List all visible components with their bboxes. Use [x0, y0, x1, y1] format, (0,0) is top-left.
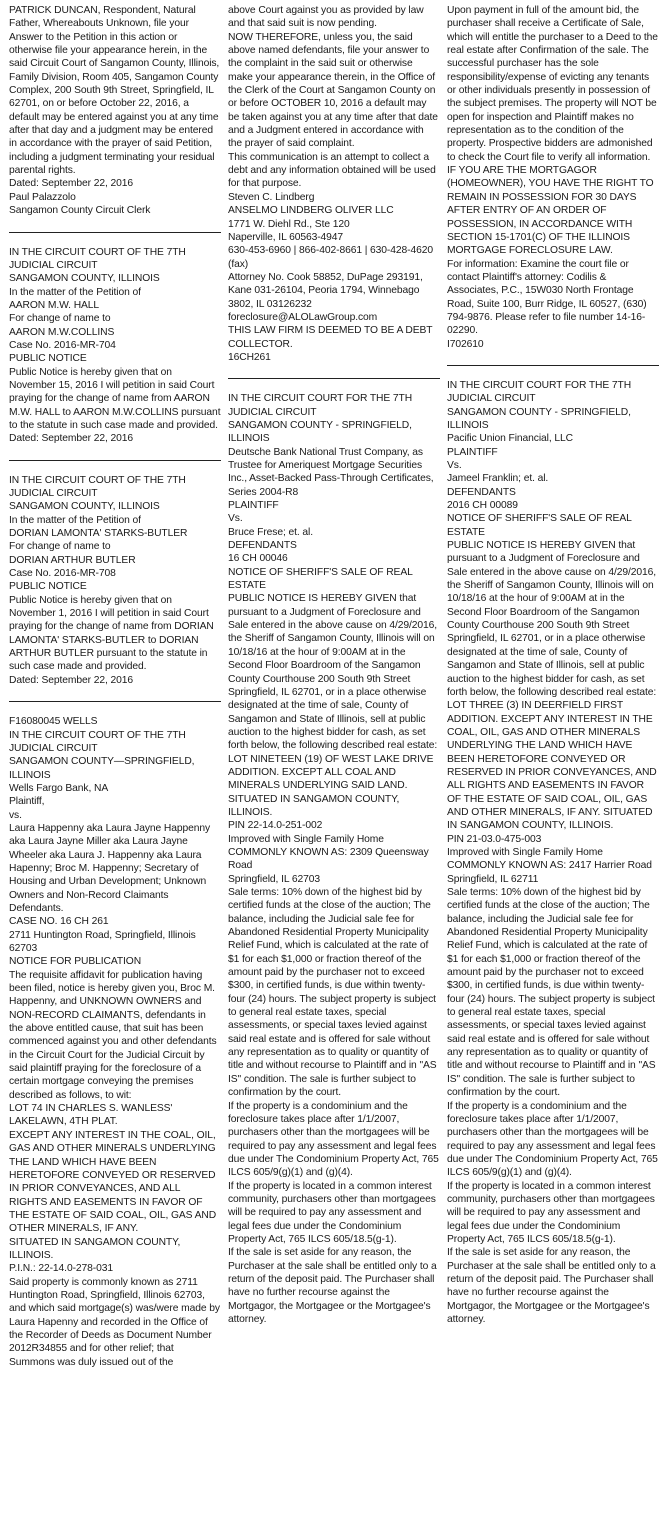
- notice-wells-fargo-publication: F16080045 WELLS IN THE CIRCUIT COURT OF THE 7TH JUDICIAL CIRCUIT SANGAMON COUNTY—SPRINGFIELD, ILLINOIS Wells Fargo Bank, NA Plaintiff, vs. Laura Happenny aka Laura Jayne Happenny aka Laura Jayne Miller aka Laura Jayne Wheeler aka Laura J. Happenny aka Laura Hapenny; Broc M. Happenny; Secretary of Housing and Urban Development; Unknown Owners and Non-Record Claimants Defendants. CASE NO. 16 CH 261 2711 Huntington Road, Springfield, Illinois 62703 NOTICE FOR PUBLICATION The requisite affidavit for publication having been filed, notice is hereby given you, Broc M. Happenny, and UNKNOWN OWNERS and NON-RECORD CLAIMANTS, defendants in the above entitled cause, that suit has been commenced against you and other defendants in the Circuit Court for the Judicial Circuit by said plaintiff praying for the foreclosure of a certain mortgage conveying the premises described as follows, to wit: LOT 74 IN CHARLES S. WANLESS' LAKELAWN, 4TH PLAT. EXCEPT ANY INTEREST IN THE COAL, OIL, GAS AND OTHER MINERALS UNDERLYING THE LAND WHICH HAVE BEEN HERETOFORE CONVEYED OR RESERVED IN PRIOR CONVEYANCES, AND ALL RIGHTS AND EASEMENTS IN FAVOR OF THE ESTATE OF SAID COAL, OIL, GAS AND OTHER MINERALS, IF ANY. SITUATED IN SANGAMON COUNTY, ILLINOIS. P.I.N.: 22-14.0-278-031 Said property is commonly known as 2711 Huntington Road, Springfield, Illinois 62703, and which said mortgage(s) was/were made by Laura Hapenny and recorded in the Office of the Recorder of Deeds as Document Number 2012R34855 and for other relief; that Summons was duly issued out of the: [9, 716, 220, 1368]
- notice-wells-fargo-continued: above Court against you as provided by law and that said suit is now pending. NOW THEREFORE, unless you, the said above named defendants, file your answer to the complaint in the said suit or otherwise make your appearance therein, in the Office of the Clerk of the Court at Sangamon County on or before OCTOBER 10, 2016 a default may be taken against you at any time after that date and a Judgment entered in accordance with the prayer of said complaint. This communication is an attempt to collect a debt and any information obtained will be used for that purpose. Steven C. Lindberg ANSELMO LINDBERG OLIVER LLC 1771 W. Diehl Rd., Ste 120 Naperville, IL 60563-4947 630-453-6960 | 866-402-8661 | 630-428-4620 (fax) Attorney No. Cook 58852, DuPage 293191, Kane 031-26104, Peoria 1794, Winnebago 3802, IL 03126232 foreclosure@ALOLawGroup.com THIS LAW FIRM IS DEEMED TO BE A DEBT COLLECTOR. 16CH261: [228, 5, 438, 363]
- notice-starks-butler-name-change: IN THE CIRCUIT COURT OF THE 7TH JUDICIAL CIRCUIT SANGAMON COUNTY, ILLINOIS In the matter of the Petition of DORIAN LAMONTA' STARKS-BUTLER For change of name to DORIAN ARTHUR BUTLER Case No. 2016-MR-708 PUBLIC NOTICE Public Notice is hereby given that on November 1, 2016 I will petition in said Court praying for the change of name from DORIAN LAMONTA' STARKS-BUTLER to DORIAN ARTHUR BUTLER pursuant to the statute in such case made and provided. Dated: September 22, 2016: [9, 474, 214, 686]
- notice-duncan-answer: PATRICK DUNCAN, Respondent, Natural Father, Whereabouts Unknown, file your Answer to the Petition in this action or otherwise file your appearance herein, in the said Circuit Court of Sangamon County, Illinois, Family Division, Room 405, Sangamon County Complex, 200 South 9th Street, Springfield, IL 62701, on or before October 22, 2016, a default may be entered against you at any time after that day and a judgment may be entered in accordance with the prayer of said Petition, including a judgment terminating your residual parental rights. Dated: September 22, 2016 Paul Palazzolo Sangamon County Circuit Clerk: [9, 5, 220, 217]
- notice-hall-name-change: IN THE CIRCUIT COURT OF THE 7TH JUDICIAL CIRCUIT SANGAMON COUNTY, ILLINOIS In the matter of the Petition of AARON M.W. HALL For change of name to AARON M.W.COLLINS Case No. 2016-MR-704 PUBLIC NOTICE Public Notice is hereby given that on November 15, 2016 I will petition in said Court praying for the change of name from AARON M.W. HALL to AARON M.W.COLLINS pursuant to the statute in such case made and provided. Dated: September 22, 2016: [9, 246, 221, 445]
- notice-divider: [9, 701, 221, 702]
- notice-divider: [9, 232, 221, 233]
- notice-divider: [447, 365, 659, 366]
- notice-deutsche-bank-continued: Upon payment in full of the amount bid, the purchaser shall receive a Certificate of Sale, which will entitle the purchaser to a Deed to the real estate after Confirmation of the sale. The successful purchaser has the sole responsibility/expense of evicting any tenants or other individuals presently in possession of the subject premises. The property will NOT be open for inspection and Plaintiff makes no representation as to the condition of the property. Prospective bidders are admonished to check the Court file to verify all information. IF YOU ARE THE MORTGAGOR (HOMEOWNER), YOU HAVE THE RIGHT TO REMAIN IN POSSESSION FOR 30 DAYS AFTER ENTRY OF AN ORDER OF POSSESSION, IN ACCORDANCE WITH SECTION 15-1701(C) OF THE ILLINOIS MORTGAGE FORECLOSURE LAW. For information: Examine the court file or contact Plaintiff's attorney: Codilis & Associates, P.C., 15W030 North Frontage Road, Suite 100, Burr Ridge, IL 60527, (630) 794-9876. Please refer to file number 14-16-02290. I702610: [447, 5, 658, 350]
- column-1: [9, 4, 221, 1534]
- notice-divider: [9, 460, 221, 461]
- notice-pacific-union-sheriff-sale: IN THE CIRCUIT COURT FOR THE 7TH JUDICIAL CIRCUIT SANGAMON COUNTY - SPRINGFIELD, ILLINOIS Pacific Union Financial, LLC PLAINTIFF Vs. Jameel Franklin; et. al. DEFENDANTS 2016 CH 00089 NOTICE OF SHERIFF'S SALE OF REAL ESTATE PUBLIC NOTICE IS HEREBY GIVEN that pursuant to a Judgment of Foreclosure and Sale entered in the above cause on 4/29/2016, the Sheriff of Sangamon County, Illinois will on 10/18/16 at the hour of 9:00AM at in the Second Floor Boardroom of the Sangamon County Courthouse 200 South 9th Street Springfield, IL 62701, or in a place otherwise designated at the time of sale, County of Sangamon and State of Illinois, sell at public auction to the highest bidder for cash, as set forth below, the following described real estate: LOT THREE (3) IN DEERFIELD FIRST ADDITION. EXCEPT ANY INTEREST IN THE COAL, OIL, GAS AND OTHER MINERALS UNDERLYING THE LAND WHICH HAVE BEEN HERETOFORE CONVEYED OR RESERVED IN PRIOR CONVEYANCES, AND ALL RIGHTS AND EASEMENTS IN FAVOR OF THE ESTATE OF SAID COAL, OIL, GAS AND OTHER MINERALS, IF ANY. SITUATED IN SANGAMON COUNTY, ILLINOIS. PIN 21-03.0-475-003 Improved with Single Family Home COMMONLY KNOWN AS: 2417 Harrier Road Springfield, IL 62711 Sale terms: 10% down of the highest bid by certified funds at the close of the auction; The balance, including the Judicial sale fee for Abandoned Residential Property Municipality Relief Fund, which is calculated at the rate of $1 for each $1,000 or fraction thereof of the amount paid by the purchaser not to exceed $300, in certified funds, is due within twenty-four (24) hours. The subject property is subject to general real estate taxes, special assessments, or special taxes levied against said real estate and is offered for sale without any representation as to quality or quantity of title and without recourse to Plaintiff and in "AS IS" condition. The sale is further subject to confirmation by the court. If the property is a condominium and the foreclosure takes place after 1/1/2007, purchasers other than the mortgagees will be required to pay any assessment and legal fees due under The Condominium Property Act, 765 ILCS 605/9(g)(1) and (g)(4). If the property is located in a common interest community, purchasers other than mortgagees will be required to pay any assessment and legal fees due under the Condominium Property Act, 765 ILCS 605/18.5(g-1). If the sale is set aside for any reason, the Purchaser at the sale shall be entitled only to a return of the deposit paid. The Purchaser shall have no further recourse against the Mortgagor, the Mortgagee or the Mortgagee's attorney.: [447, 379, 658, 1325]
- notice-deutsche-bank-sheriff-sale: IN THE CIRCUIT COURT FOR THE 7TH JUDICIAL CIRCUIT SANGAMON COUNTY - SPRINGFIELD, ILLINOIS Deutsche Bank National Trust Company, as Trustee for Ameriquest Mortgage Securities Inc., Asset-Backed Pass-Through Certificates, Series 2004-R8 PLAINTIFF Vs. Bruce Frese; et. al. DEFENDANTS 16 CH 00046 NOTICE OF SHERIFF'S SALE OF REAL ESTATE PUBLIC NOTICE IS HEREBY GIVEN that pursuant to a Judgment of Foreclosure and Sale entered in the above cause on 4/29/2016, the Sheriff of Sangamon County, Illinois will on 10/18/16 at the hour of 9:00AM at in the Second Floor Boardroom of the Sangamon County Courthouse 200 South 9th Street Springfield, IL 62701, or in a place otherwise designated at the time of sale, County of Sangamon and State of Illinois, sell at public auction to the highest bidder for cash, as set forth below, the following described real estate: LOT NINETEEN (19) OF WEST LAKE DRIVE ADDITION. EXCEPT ALL COAL AND MINERALS UNDERLYING SAID LAND. SITUATED IN SANGAMON COUNTY, ILLINOIS. PIN 22-14.0-251-002 Improved with Single Family Home COMMONLY KNOWN AS: 2309 Queensway Road Springfield, IL 62703 Sale terms: 10% down of the highest bid by certified funds at the close of the auction; The balance, including the Judicial sale fee for Abandoned Residential Property Municipality Relief Fund, which is calculated at the rate of $1 for each $1,000 or fraction thereof of the amount paid by the purchaser not to exceed $300, in certified funds, is due within twenty-four (24) hours. The subject property is subject to general real estate taxes, special assessments, or special taxes levied against said real estate and is offered for sale without any representation as to quality or quantity of title and without recourse to Plaintiff and in "AS IS" condition. The sale is further subject to confirmation by the court. If the property is a condominium and the foreclosure takes place after 1/1/2007, purchasers other than the mortgagees will be required to pay any assessment and legal fees due under The Condominium Property Act, 765 ILCS 605/9(g)(1) and (g)(4). If the property is located in a common interest community, purchasers other than mortgagees will be required to pay any assessment and legal fees due under the Condominium Property Act, 765 ILCS 605/18.5(g-1). If the sale is set aside for any reason, the Purchaser at the sale shall be entitled only to a return of the deposit paid. The Purchaser shall have no further recourse against the Mortgagor, the Mortgagee or the Mortgagee's attorney.: [228, 393, 439, 1325]
- notice-divider: [228, 378, 440, 379]
- column-3: [447, 4, 659, 1534]
- column-2: [228, 4, 440, 1534]
